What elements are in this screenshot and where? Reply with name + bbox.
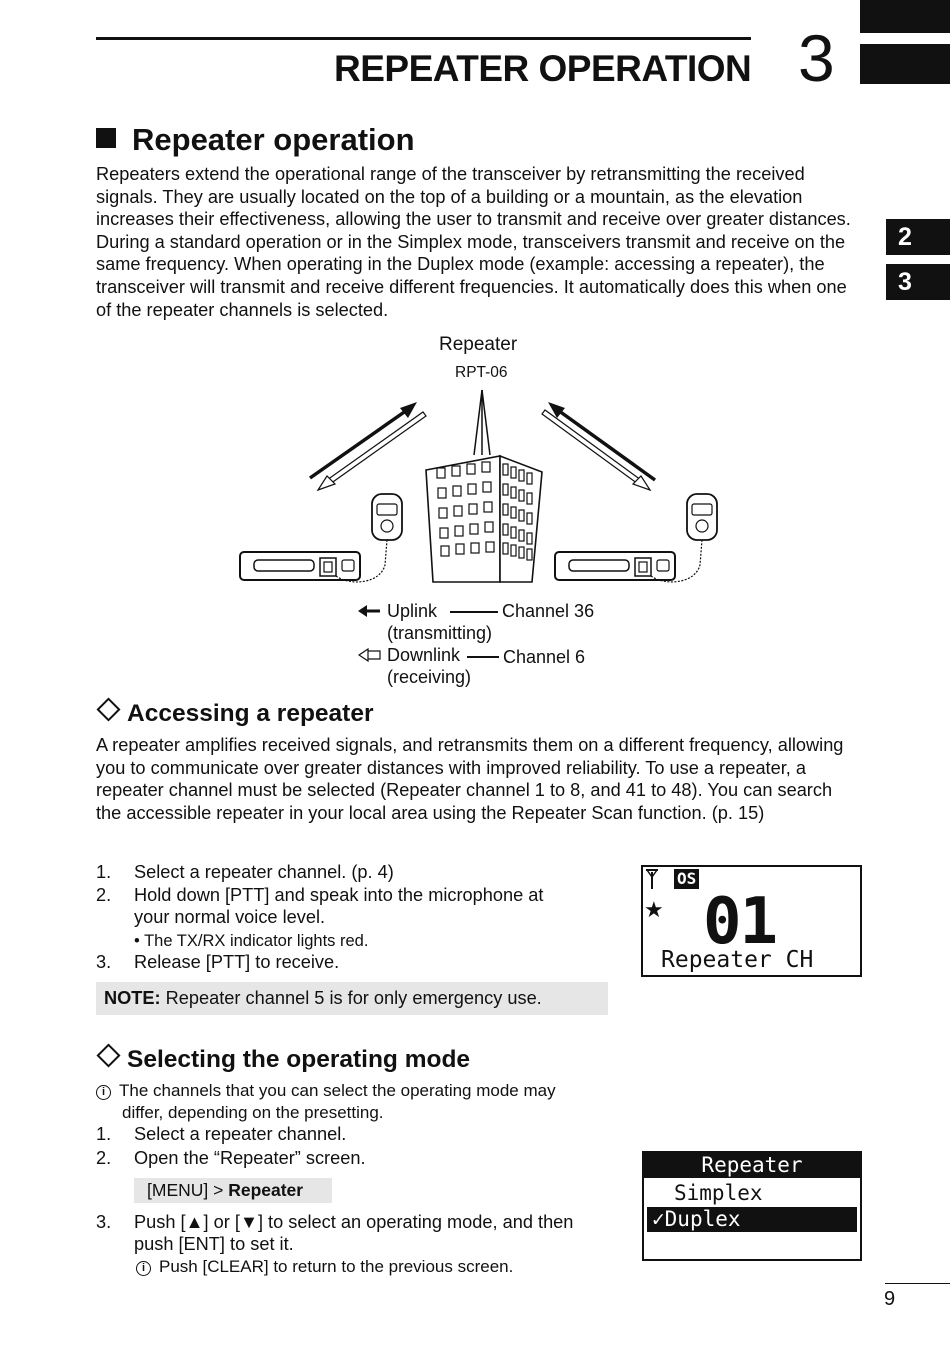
step-2-cont: your normal voice level. [134,907,326,927]
antenna-signal-icon [644,868,660,890]
chapter-tab-block [860,0,950,33]
radio-right-icon [555,494,717,582]
chapter-title: REPEATER OPERATION [334,48,752,89]
star-icon: ★ [644,897,664,922]
mode-heading: Selecting the operating mode [96,1046,470,1074]
downlink-channel: Channel 6 [503,647,586,667]
lcd-menu-title: Repeater [644,1153,860,1178]
intro-paragraph: Repeaters extend the operational range of the transceiver by retransmitting the received signals. They are usually located on the top of a building or a mountain, as the elevation increases their effectiveness, allowing the user to transmit and receive over greater distances. During a standard operation or in the Simplex mode, transceivers transmit and receive on the same frequency. When operating in the Duplex mode (example: accessing a repeater), the transceiver will transmit and receive different frequencies. It automatically does this when one of the repeater channels is selected. [96,164,851,320]
uplink-arrow-left-icon [310,402,417,478]
uplink-sub: (transmitting) [387,623,493,643]
mode-step-3: 3. Push [▲] or [▼] to select an operating mode, and then [96,1212,574,1232]
footer-rule [885,1283,950,1284]
radio-left-icon [240,494,402,582]
lcd-caption: Repeater CH [661,947,814,973]
diamond-icon [96,697,120,721]
repeater-diagram [230,380,730,590]
downlink-arrow-left-icon [318,412,426,490]
step-3: 3. Release [PTT] to receive. [96,952,340,972]
page-number: 9 [884,1288,896,1310]
option-simplex[interactable]: Simplex [674,1181,763,1205]
info-icon: i [96,1085,111,1100]
option-duplex[interactable]: ✓Duplex [647,1207,857,1232]
step-2: 2. Hold down [PTT] and speak into the microphone at [96,885,544,905]
mode-step-3-info: i Push [CLEAR] to return to the previous screen. [136,1256,513,1279]
downlink-legend-arrow-icon [358,648,382,662]
os-badge: OS [674,869,699,889]
mode-step-2: 2. Open the “Repeater” screen. [96,1148,366,1168]
diamond-icon [96,1043,120,1067]
chapter-number: 3 [798,21,835,95]
mode-info: i The channels that you can select the operating mode may [96,1080,556,1103]
accessing-paragraph: A repeater amplifies received signals, and retransmits them on a different frequency, allowing you to communicate over greater distances with improved reliability. To use a repeater, a repeater channel must be selected (Repeater channel 1 to 8, and 41 to 48). You can search the accessible repeater in your local area using the Repeater Scan function. (p. 15) [96,735,844,823]
uplink-channel: Channel 36 [502,601,595,621]
downlink-label: Downlink [387,645,461,665]
downlink-sub: (receiving) [387,667,472,687]
uplink-label: Uplink [387,601,438,621]
accessing-heading: Accessing a repeater [96,700,374,728]
lcd-channel-number: 01 [703,885,777,959]
legend-connector [450,611,498,613]
repeater-label: Repeater [439,334,518,355]
side-tab-2[interactable]: 2 [886,219,950,255]
step-1: 1. Select a repeater channel. (p. 4) [96,862,394,882]
chapter-tab-block [860,44,950,84]
section-heading: Repeater operation [96,122,415,158]
lcd-repeater-channel [641,865,862,977]
antenna-icon [474,390,490,455]
menu-path: [MENU] > Repeater [134,1178,332,1203]
check-icon: ✓ [652,1207,665,1231]
mode-info-cont: differ, depending on the presetting. [122,1103,384,1122]
header-rule [96,37,751,40]
note-box: NOTE: Repeater channel 5 is for only emergency use. [96,982,608,1015]
uplink-legend-arrow-icon [358,604,382,618]
mode-step-3-cont: push [ENT] to set it. [134,1234,294,1254]
side-tab-3[interactable]: 3 [886,264,950,300]
step-2-bullet: • The TX/RX indicator lights red. [134,932,369,950]
square-bullet-icon [96,128,116,148]
repeater-id: RPT-06 [455,364,508,381]
legend-connector [467,656,499,658]
lcd-repeater-menu [642,1151,862,1261]
uplink-arrow-right-icon [548,402,655,480]
info-icon: i [136,1261,151,1276]
mode-step-1: 1. Select a repeater channel. [96,1124,347,1144]
downlink-arrow-right-icon [542,410,650,490]
